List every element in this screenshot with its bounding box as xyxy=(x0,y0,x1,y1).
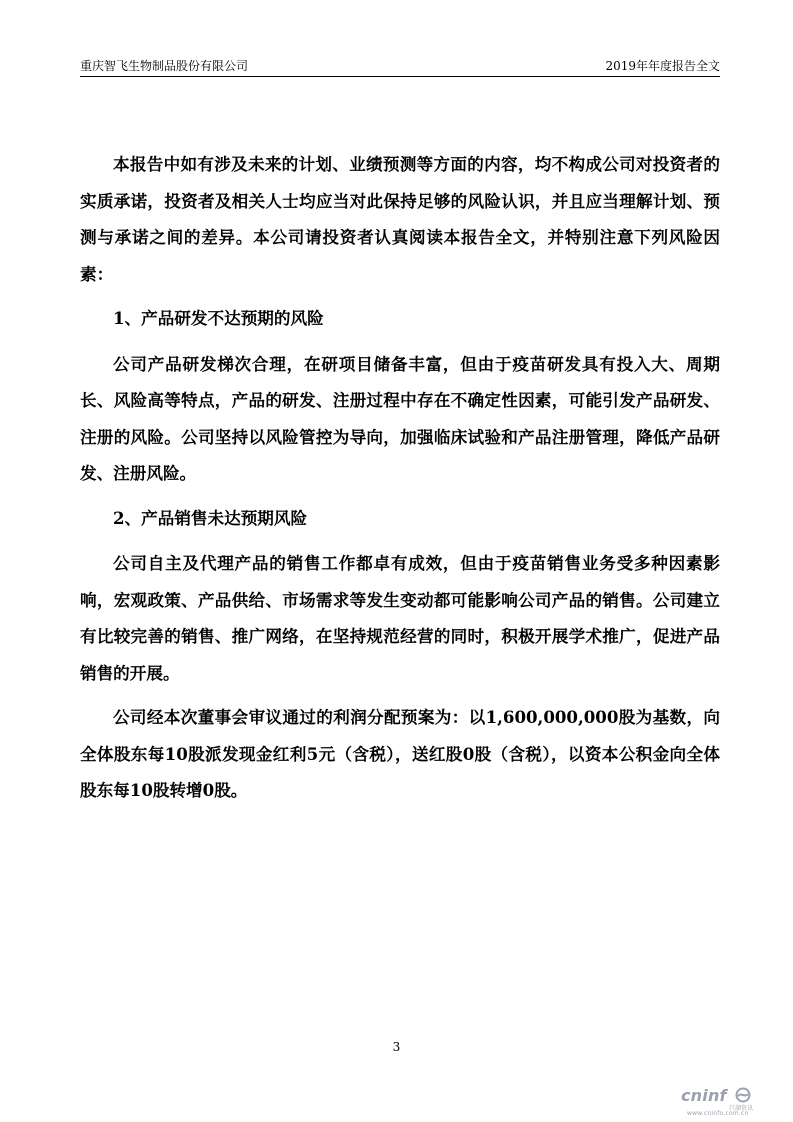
section-heading-sales-risk: 2、产品销售未达预期风险 xyxy=(113,507,308,528)
watermark-url: www.cninfo.com.cn xyxy=(687,1110,749,1117)
cninfo-watermark xyxy=(673,1086,773,1116)
rd-risk-paragraph: 公司产品研发梯次合理，在研项目储备丰富，但由于疫苗研发具有投入大、周期长、风险高等特点，产品的研发、注册过程中存在不确定性因素，可能引发产品研发、注册的风险。公司坚持以风险管控为导向，加强临床试验和产品注册管理，降低产品研发、注册风险。 xyxy=(80,353,720,483)
document-body xyxy=(80,146,720,817)
page-header xyxy=(80,56,720,77)
header-report-title: 2019年年度报告全文 xyxy=(605,59,720,73)
watermark-logo-text: cninf xyxy=(681,1086,727,1105)
cninfo-logo-icon xyxy=(735,1087,751,1103)
sales-risk-paragraph: 公司自主及代理产品的销售工作都卓有成效，但由于疫苗销售业务受多种因素影响，宏观政策、产品供给、市场需求等发生变动都可能影响公司产品的销售。公司建立有比较完善的销售、推广网络，在坚持规范经营的同时，积极开展学术推广，促进产品销售的开展。 xyxy=(80,553,720,683)
dividend-plan-paragraph: 公司经本次董事会审议通过的利润分配预案为：以1,600,000,000股为基数，向全体股东每10股派发现金红利5元（含税），送红股0股（含税），以资本公积金向全体股东每10股转增0股。 xyxy=(80,707,720,800)
intro-paragraph: 本报告中如有涉及未来的计划、业绩预测等方面的内容，均不构成公司对投资者的实质承诺，投资者及相关人士均应当对此保持足够的风险认识，并且应当理解计划、预测与承诺之间的差异。本公司请投资者认真阅读本报告全文，并特别注意下列风险因素： xyxy=(80,154,720,284)
watermark-subtitle: 巨潮资讯 xyxy=(729,1105,754,1112)
header-company-name: 重庆智飞生物制品股份有限公司 xyxy=(80,59,249,73)
page-number: 3 xyxy=(392,1040,401,1054)
section-heading-rd-risk: 1、产品研发不达预期的风险 xyxy=(113,308,324,328)
